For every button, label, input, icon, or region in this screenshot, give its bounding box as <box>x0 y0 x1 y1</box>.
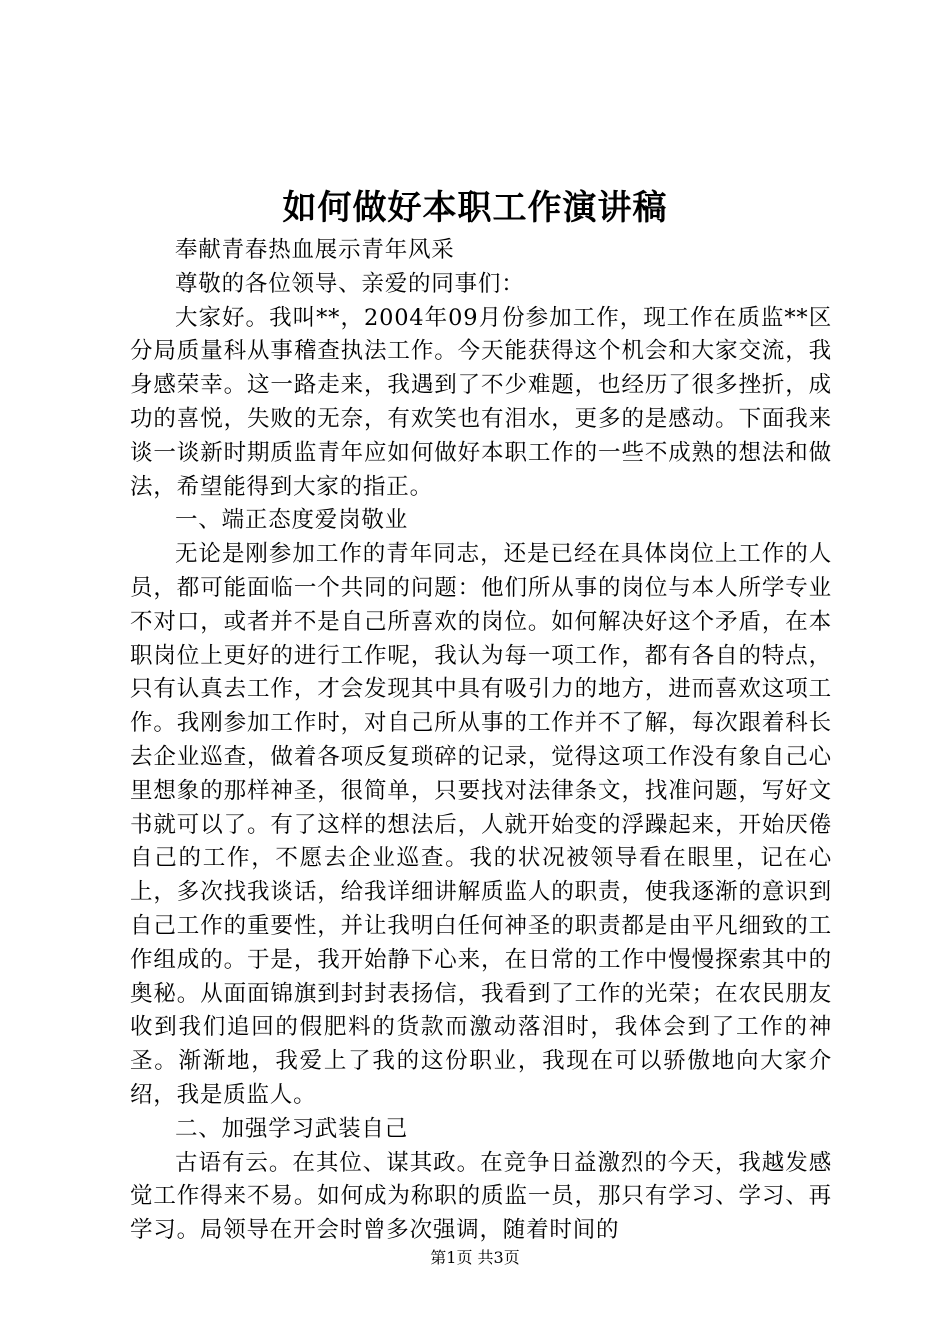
document-body <box>130 234 832 1248</box>
section-heading-1: 一、端正态度爱岗敬业 <box>175 507 409 534</box>
section-1-paragraph: 无论是刚参加工作的青年同志，还是已经在具体岗位上工作的人员，都可能面临一个共同的问题：他们所从事的岗位与本人所学专业不对口，或者并不是自己所喜欢的岗位。如何解决好这个矛盾，在本职岗位上更好的进行工作呢，我认为每一项工作，都有各自的特点，只有认真去工作，才会发现其中具有吸引力的地方，进而喜欢这项工作。我刚参加工作时，对自己所从事的工作并不了解，每次跟着科长去企业巡查，做着各项反复琐碎的记录，觉得这项工作没有象自己心里想象的那样神圣，很简单，只要找对法律条文，找准问题，写好文书就可以了。有了这样的想法后，人就开始变的浮躁起来，开始厌倦自己的工作，不愿去企业巡查。我的状况被领导看在眼里，记在心上，多次找我谈话，给我详细讲解质监人的职责，使我逐渐的意识到自己工作的重要性，并让我明白任何神圣的职责都是由平凡细致的工作组成的。于是，我开始静下心来，在日常的工作中慢慢探索其中的奥秘。从面面锦旗到封封表扬信，我看到了工作的光荣；在农民朋友收到我们追回的假肥料的货款而激动落泪时，我体会到了工作的神圣。渐渐地，我爱上了我的这份职业，我现在可以骄傲地向大家介绍，我是质监人。 <box>130 541 832 1108</box>
document-title: 如何做好本职工作演讲稿 <box>282 188 668 228</box>
salutation-paragraph: 尊敬的各位领导、亲爱的同事们： <box>175 270 525 297</box>
subtitle-paragraph: 奉献青春热血展示青年风采 <box>175 237 455 263</box>
page-number-footer: 第1页 共3页 <box>430 1248 520 1267</box>
section-heading-2: 二、加强学习武装自己 <box>175 1115 409 1142</box>
section-2-paragraph: 古语有云。在其位、谋其政。在竞争日益激烈的今天，我越发感觉工作得来不易。如何成为称职的质监一员，那只有学习、学习、再学习。局领导在开会时曾多次强调，随着时间的 <box>130 1149 832 1244</box>
intro-paragraph: 大家好。我叫**，2004年09月份参加工作，现工作在质监**区分局质量科从事稽查执法工作。今天能获得这个机会和大家交流，我身感荣幸。这一路走来，我遇到了不少难题，也经历了很多挫折，成功的喜悦，失败的无奈，有欢笑也有泪水，更多的是感动。下面我来谈一谈新时期质监青年应如何做好本职工作的一些不成熟的想法和做法，希望能得到大家的指正。 <box>130 304 832 500</box>
